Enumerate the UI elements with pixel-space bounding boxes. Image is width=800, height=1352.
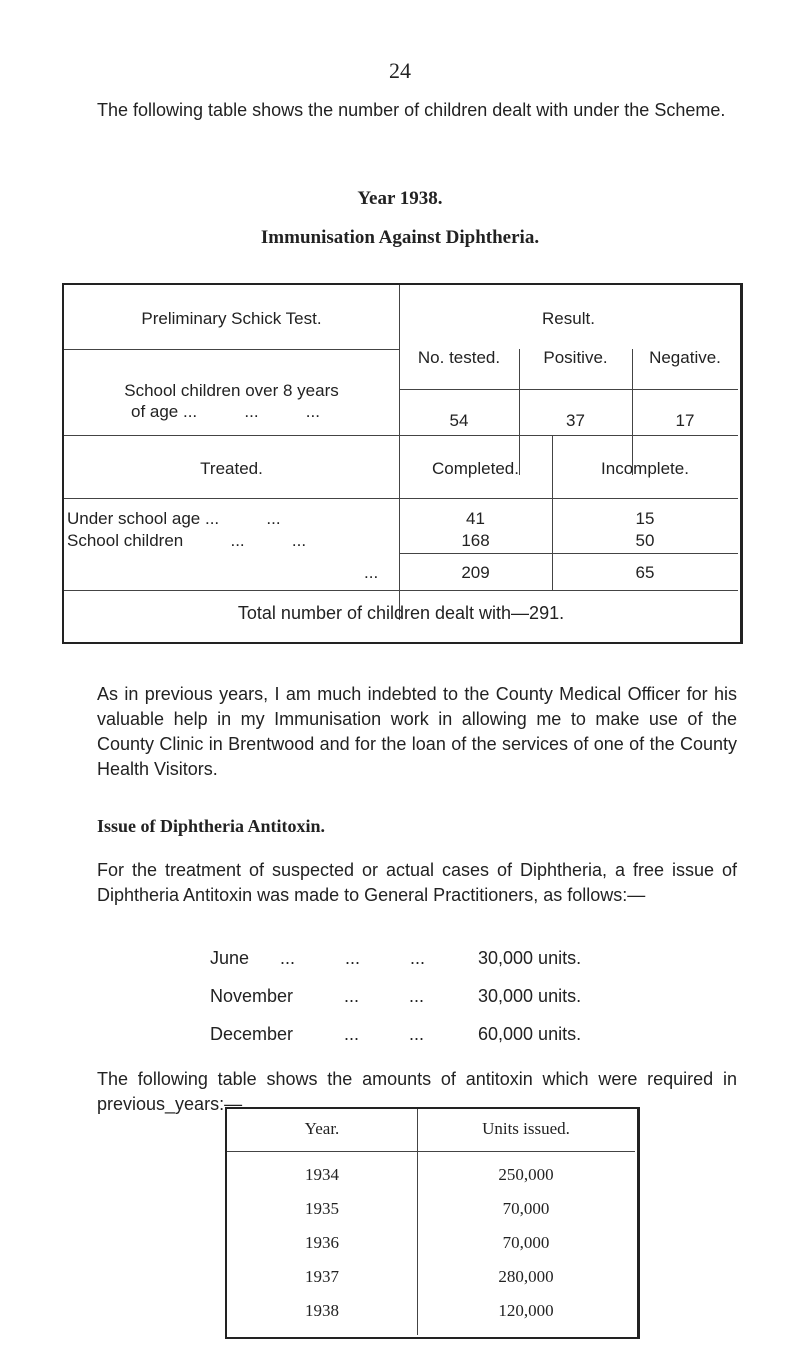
units-1938: 120,000 xyxy=(498,1301,554,1320)
schick-header: Preliminary Schick Test. xyxy=(141,309,322,328)
value-negative: 17 xyxy=(675,411,695,430)
previous-years-paragraph: The following table shows the amounts of antitoxin which were required in previous_years:— xyxy=(97,1069,737,1114)
year-1934: 1934 xyxy=(305,1165,339,1184)
total-row-label: ... xyxy=(364,563,379,582)
issue-dots-november: ... ... xyxy=(344,986,425,1006)
year-1936: 1936 xyxy=(305,1233,339,1252)
treated-header: Treated. xyxy=(200,459,263,478)
units-table xyxy=(225,1107,640,1339)
units-1934: 250,000 xyxy=(498,1165,554,1184)
table-heading: Immunisation Against Diphtheria. xyxy=(260,227,540,248)
col-negative: Negative. xyxy=(649,348,721,367)
schick-row-label-2: of age ... ... ... xyxy=(131,402,320,421)
value-under-completed: 41 xyxy=(466,509,485,528)
col-year: Year. xyxy=(304,1119,340,1138)
immunisation-table xyxy=(62,283,743,644)
col-completed: Completed. xyxy=(432,459,519,478)
issue-units-november: 30,000 units. xyxy=(478,986,582,1006)
value-under-incomplete: 15 xyxy=(635,509,655,528)
row-school-children: School children ... ... xyxy=(67,531,307,550)
issue-month-june: June xyxy=(210,948,250,968)
col-no-tested: No. tested. xyxy=(417,348,501,367)
intro-paragraph: The following table shows the number of children dealt with under the Scheme. xyxy=(97,100,726,120)
value-school-incomplete: 50 xyxy=(635,531,655,550)
row-under-school-age: Under school age ... ... xyxy=(67,509,281,528)
value-no-tested: 54 xyxy=(449,411,469,430)
result-header: Result. xyxy=(542,309,595,328)
year-heading: Year 1938. xyxy=(357,188,443,209)
value-total-incomplete: 65 xyxy=(635,563,655,582)
units-1936: 70,000 xyxy=(502,1233,550,1252)
antitoxin-paragraph: For the treatment of suspected or actual cases of Diphtheria, a free issue of Diphtheria Antitoxin was made to General Practitioners, as follows:— xyxy=(97,860,737,905)
value-positive: 37 xyxy=(566,411,585,430)
page-number: 24 xyxy=(389,58,411,83)
col-positive: Positive. xyxy=(543,348,608,367)
issue-month-december: December xyxy=(210,1024,294,1044)
value-school-completed: 168 xyxy=(461,531,490,550)
total-line: Total number of children dealt with—291. xyxy=(237,603,565,623)
issue-month-november: November xyxy=(210,986,294,1006)
year-1938: 1938 xyxy=(305,1301,339,1320)
issue-units-december: 60,000 units. xyxy=(478,1024,582,1044)
antitoxin-subheading: Issue of Diphtheria Antitoxin. xyxy=(97,816,326,836)
col-units-issued: Units issued. xyxy=(482,1119,570,1138)
col-incomplete: Incomplete. xyxy=(601,459,689,478)
year-1937: 1937 xyxy=(305,1267,339,1286)
year-1935: 1935 xyxy=(305,1199,339,1218)
value-total-completed: 209 xyxy=(461,563,490,582)
schick-row-label: School children over 8 years xyxy=(124,381,339,400)
issue-dots-december: ... ... xyxy=(344,1024,425,1044)
issue-dots-june: ... ... ... xyxy=(280,948,426,968)
acknowledgement-paragraph: As in previous years, I am much indebted to the County Medical Officer for his valuable help in my Immunisation work in allowing me to make use of the County Clinic in Brentwood and for the loan of the services of one of the County Health Visitors. xyxy=(97,684,737,779)
units-1935: 70,000 xyxy=(502,1199,550,1218)
issue-units-june: 30,000 units. xyxy=(478,948,582,968)
units-1937: 280,000 xyxy=(498,1267,554,1286)
